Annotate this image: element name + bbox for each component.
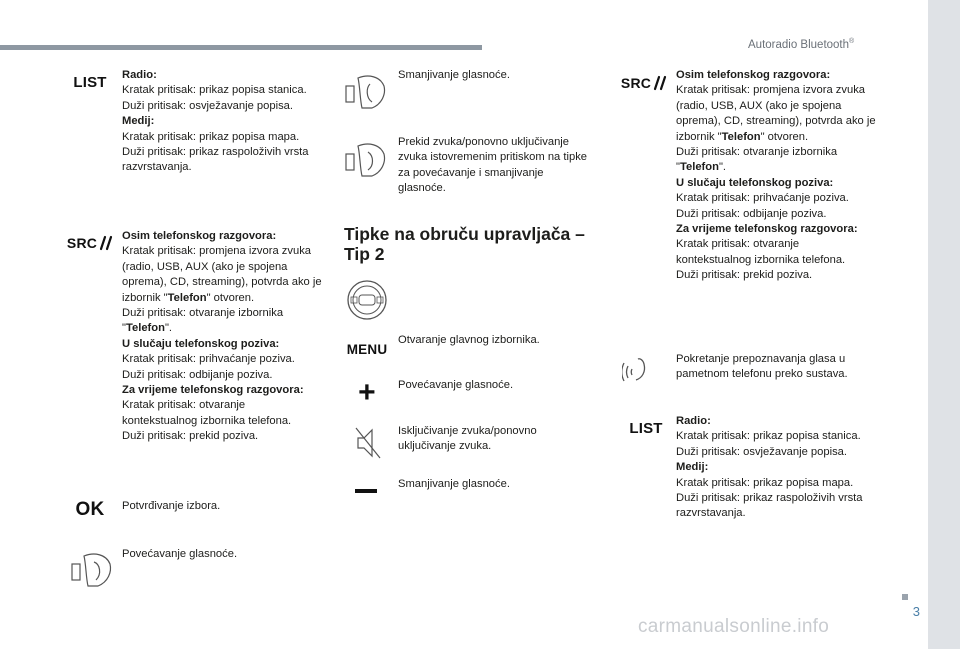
mute-speaker-icon: [354, 424, 382, 462]
ok-description: Potvrđivanje izbora.: [122, 500, 221, 512]
page-bullet: [902, 594, 908, 600]
src-phone-button-icon: SRC: [64, 232, 116, 254]
menu-button-icon: MENU: [346, 341, 388, 357]
voice-command-description: Pokretanje prepoznavanja glasa u pametnom telefonu preko sustava.: [676, 353, 848, 381]
header-rule: [0, 45, 482, 50]
voice-command-icon: [622, 356, 658, 386]
volume-down-wheel-description: Smanjivanje glasnoće.: [398, 69, 510, 81]
phone-handset-icon: [99, 235, 113, 251]
mute-wheel-description: Prekid zvuka/ponovno uključivanje zvuka istovremenim pritiskom na tipke za povećavanje i smanjivanje glasnoće.: [398, 136, 588, 195]
page-header-title: Autoradio Bluetooth®: [748, 38, 855, 51]
volume-up-wheel-description: Povećavanje glasnoće.: [122, 548, 238, 560]
list-button-icon-right: LIST: [629, 419, 663, 437]
steering-wheel-icon: [344, 278, 390, 322]
mute-description: Isključivanje zvuka/ponovno uključivanje zvuka.: [398, 425, 537, 453]
section-heading-type2: Tipke na obruču upravljača – Tip 2: [344, 224, 585, 264]
list-description: Radio: Kratak pritisak: prikaz popisa stanica. Duži pritisak: osvježavanje popisa. Medij: Kratak pritisak: prikaz popisa mapa. Duži pritisak: prikaz raspoloživih vrsta razvrstavanja.: [122, 69, 309, 174]
src-phone-description-right: Osim telefonskog razgovora: Kratak pritisak: promjena izvora zvuka (radio, USB, AUX (ako je spojena oprema), CD, streaming), potvrda ako je izbornik "Telefon" otvoren. Duži pritisak: otvaranje izbornika "Telefon". U slučaju telefonskog poziva: Kratak pritisak: prihvaćanje poziva. Duži pritisak: odbijanje poziva. Za vrijeme telefonskog razgovora: Kratak pritisak: otvaranje kontekstualnog izbornika telefona. Duži pritisak: prekid poziva.: [676, 69, 876, 282]
src-phone-button-icon-right: SRC: [618, 72, 670, 94]
list-description-right: Radio: Kratak pritisak: prikaz popisa stanica. Duži pritisak: osvježavanje popisa. Medij: Kratak pritisak: prikaz popisa mapa. Duži pritisak: prikaz raspoloživih vrsta razvrstavanja.: [676, 415, 863, 520]
src-phone-description: Osim telefonskog razgovora: Kratak pritisak: promjena izvora zvuka (radio, USB, AUX (ako je spojena oprema), CD, streaming), potvrda ako je izbornik "Telefon" otvoren. Duži pritisak: otvaranje izbornika "Telefon". U slučaju telefonskog poziva: Kratak pritisak: prihvaćanje poziva. Duži pritisak: odbijanje poziva. Za vrijeme telefonskog razgovora: Kratak pritisak: otvaranje kontekstualnog izbornika telefona. Duži pritisak: prekid poziva.: [122, 230, 322, 443]
page-number: 3: [912, 604, 920, 619]
phone-handset-icon: [653, 75, 667, 91]
volume-down-wheel-icon: [344, 72, 388, 112]
watermark: carmanualsonline.info: [638, 616, 830, 637]
minus-description: Smanjivanje glasnoće.: [398, 478, 510, 490]
volume-up-wheel-icon: [70, 550, 114, 590]
plus-description: Povećavanje glasnoće.: [398, 379, 514, 391]
ok-button-icon: OK: [75, 499, 105, 520]
side-margin-strip: [928, 0, 960, 649]
list-button-icon: LIST: [73, 73, 107, 91]
minus-button-icon: [352, 484, 380, 498]
menu-description: Otvaranje glavnog izbornika.: [398, 334, 540, 346]
plus-button-icon: +: [358, 376, 376, 409]
mute-wheel-icon: [344, 140, 388, 180]
